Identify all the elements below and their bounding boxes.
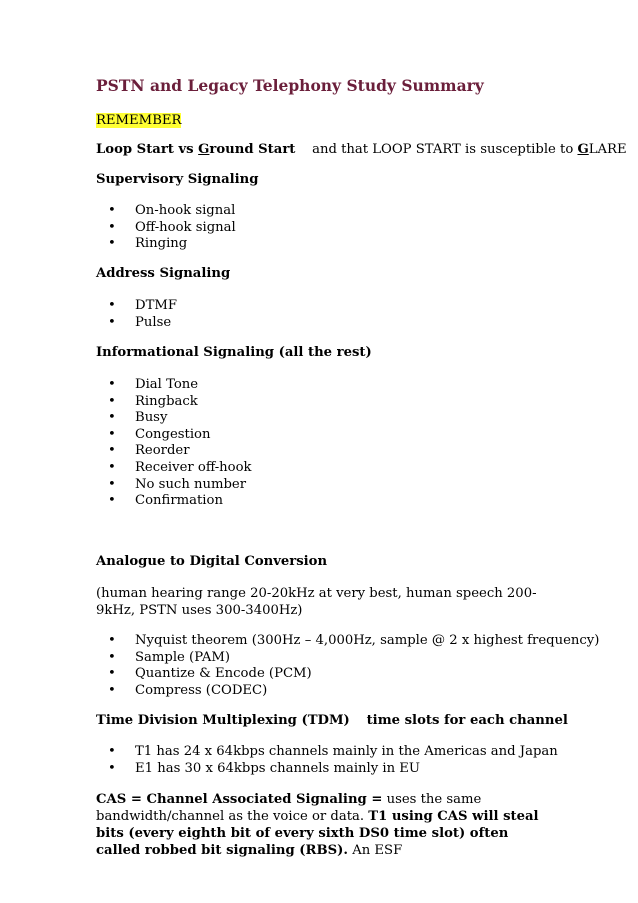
analogue-list	[108, 632, 599, 698]
list-item: • Ringback	[108, 393, 252, 410]
list-item: • Ringing	[108, 235, 236, 252]
list-item: • Dial Tone	[108, 376, 252, 393]
tdm-heading-rest: time slots for each channel	[366, 713, 568, 728]
informational-list	[108, 376, 252, 509]
address-heading: Address Signaling	[96, 266, 231, 281]
tdm-list	[108, 743, 558, 776]
cas-text-1: uses the same bandwidth/channel as the voice or data.	[96, 792, 482, 824]
analogue-paragraph: (human hearing range 20-20kHz at very best, human speech 200-9kHz, PSTN uses 300-3400Hz)	[96, 586, 537, 618]
supervisory-heading: Supervisory Signaling	[96, 172, 259, 187]
glare-rest: LARE	[588, 142, 627, 157]
supervisory-list	[108, 202, 236, 252]
list-item: • E1 has 30 x 64kbps channels mainly in EU	[108, 760, 558, 777]
loop-start-line	[96, 141, 627, 158]
remember-highlight: REMEMBER	[96, 113, 182, 128]
informational-heading: Informational Signaling (all the rest)	[96, 345, 372, 360]
glare-g-underlined: G	[577, 142, 589, 157]
list-item: • T1 has 24 x 64kbps channels mainly in the Americas and Japan	[108, 743, 558, 760]
list-item: • Sample (PAM)	[108, 649, 599, 666]
tdm-heading-bold: Time Division Multiplexing (TDM)	[96, 713, 350, 728]
list-item: • Confirmation	[108, 492, 252, 509]
list-item: • Nyquist theorem (300Hz – 4,000Hz, sample @ 2 x highest frequency)	[108, 632, 599, 649]
list-item: • Compress (CODEC)	[108, 682, 599, 699]
loop-start-bold-prefix: Loop Start vs	[96, 142, 199, 157]
list-item: • Off-hook signal	[108, 219, 236, 236]
tdm-heading	[96, 712, 568, 729]
cas-paragraph	[96, 791, 546, 859]
list-item: • Congestion	[108, 426, 252, 443]
cas-rbs-bold: T1 using CAS will steal bits (every eighth bit of every sixth DS0 time slot) often called robbed bit signaling (RBS).	[96, 809, 539, 858]
remember-note	[96, 112, 181, 129]
address-list	[108, 297, 177, 330]
list-item: • Pulse	[108, 314, 177, 331]
list-item: • Quantize & Encode (PCM)	[108, 665, 599, 682]
list-item: • DTMF	[108, 297, 177, 314]
glare-note: and that LOOP START is susceptible to	[312, 142, 578, 157]
list-item: • On-hook signal	[108, 202, 236, 219]
ground-start-rest: round Start	[209, 142, 296, 157]
page-title: PSTN and Legacy Telephony Study Summary	[96, 76, 484, 95]
list-item: • No such number	[108, 476, 252, 493]
cas-text-2: An ESF	[348, 843, 403, 858]
ground-g-underlined: G	[198, 142, 210, 157]
list-item: • Reorder	[108, 442, 252, 459]
list-item: • Receiver off-hook	[108, 459, 252, 476]
cas-definition-bold: CAS = Channel Associated Signaling =	[96, 792, 383, 807]
analogue-heading: Analogue to Digital Conversion	[96, 554, 328, 569]
list-item: • Busy	[108, 409, 252, 426]
